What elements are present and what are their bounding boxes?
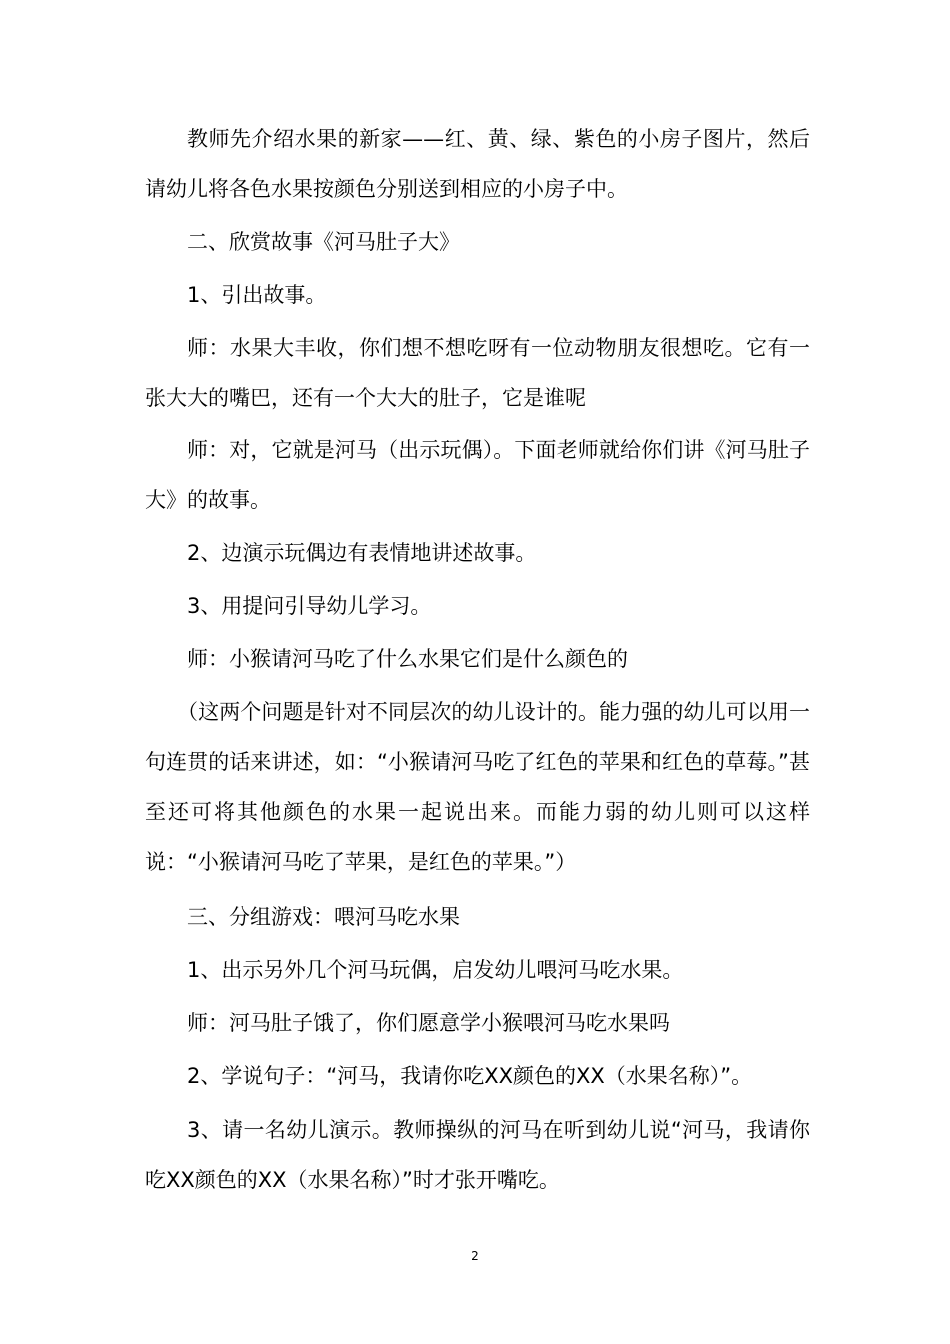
step-learn-sentence: 2、学说句子：“河马，我请你吃XX颜色的XX（水果名称）”。	[187, 1064, 753, 1088]
heading-story-appreciation: 二、欣赏故事《河马肚子大》	[187, 230, 460, 254]
step-tell-story: 2、边演示玩偶边有表情地讲述故事。	[187, 541, 537, 565]
step-child-demo: 3、请一名幼儿演示。教师操纵的河马在听到幼儿说“河马，我请你吃XX颜色的XX（水果名称）”时才张开嘴吃。	[145, 1118, 810, 1192]
paragraph-teacher-question-animal: 师：水果大丰收，你们想不想吃呀有一位动物朋友很想吃。它有一张大大的嘴巴，还有一个大大的肚子，它是谁呢	[145, 336, 810, 410]
page-number: 2	[471, 1249, 479, 1263]
paragraph-teacher-question-fruit: 师：小猴请河马吃了什么水果它们是什么颜色的	[187, 647, 628, 671]
paragraph-intro-houses: 教师先介绍水果的新家——红、黄、绿、紫色的小房子图片，然后请幼儿将各色水果按颜色分别送到相应的小房子中。	[145, 127, 810, 201]
step-guide-questions: 3、用提问引导幼儿学习。	[187, 594, 432, 618]
paragraph-teacher-hippo-puppet: 师：对，它就是河马（出示玩偶）。下面老师就给你们讲《河马肚子大》的故事。	[145, 438, 810, 512]
heading-group-game: 三、分组游戏：喂河马吃水果	[187, 905, 460, 929]
paragraph-note-levels: （这两个问题是针对不同层次的幼儿设计的。能力强的幼儿可以用一句连贯的话来讲述，如：“小猴请河马吃了红色的苹果和红色的草莓。”甚至还可将其他颜色的水果一起说出来。而能力弱的幼儿则可以这样说：“小猴请河马吃了苹果，是红色的苹果。”）	[145, 700, 810, 874]
step-show-puppets: 1、出示另外几个河马玩偶，启发幼儿喂河马吃水果。	[187, 958, 684, 982]
paragraph-teacher-hungry-hippo: 师：河马肚子饿了，你们愿意学小猴喂河马吃水果吗	[187, 1011, 670, 1035]
step-introduce-story: 1、引出故事。	[187, 283, 327, 307]
